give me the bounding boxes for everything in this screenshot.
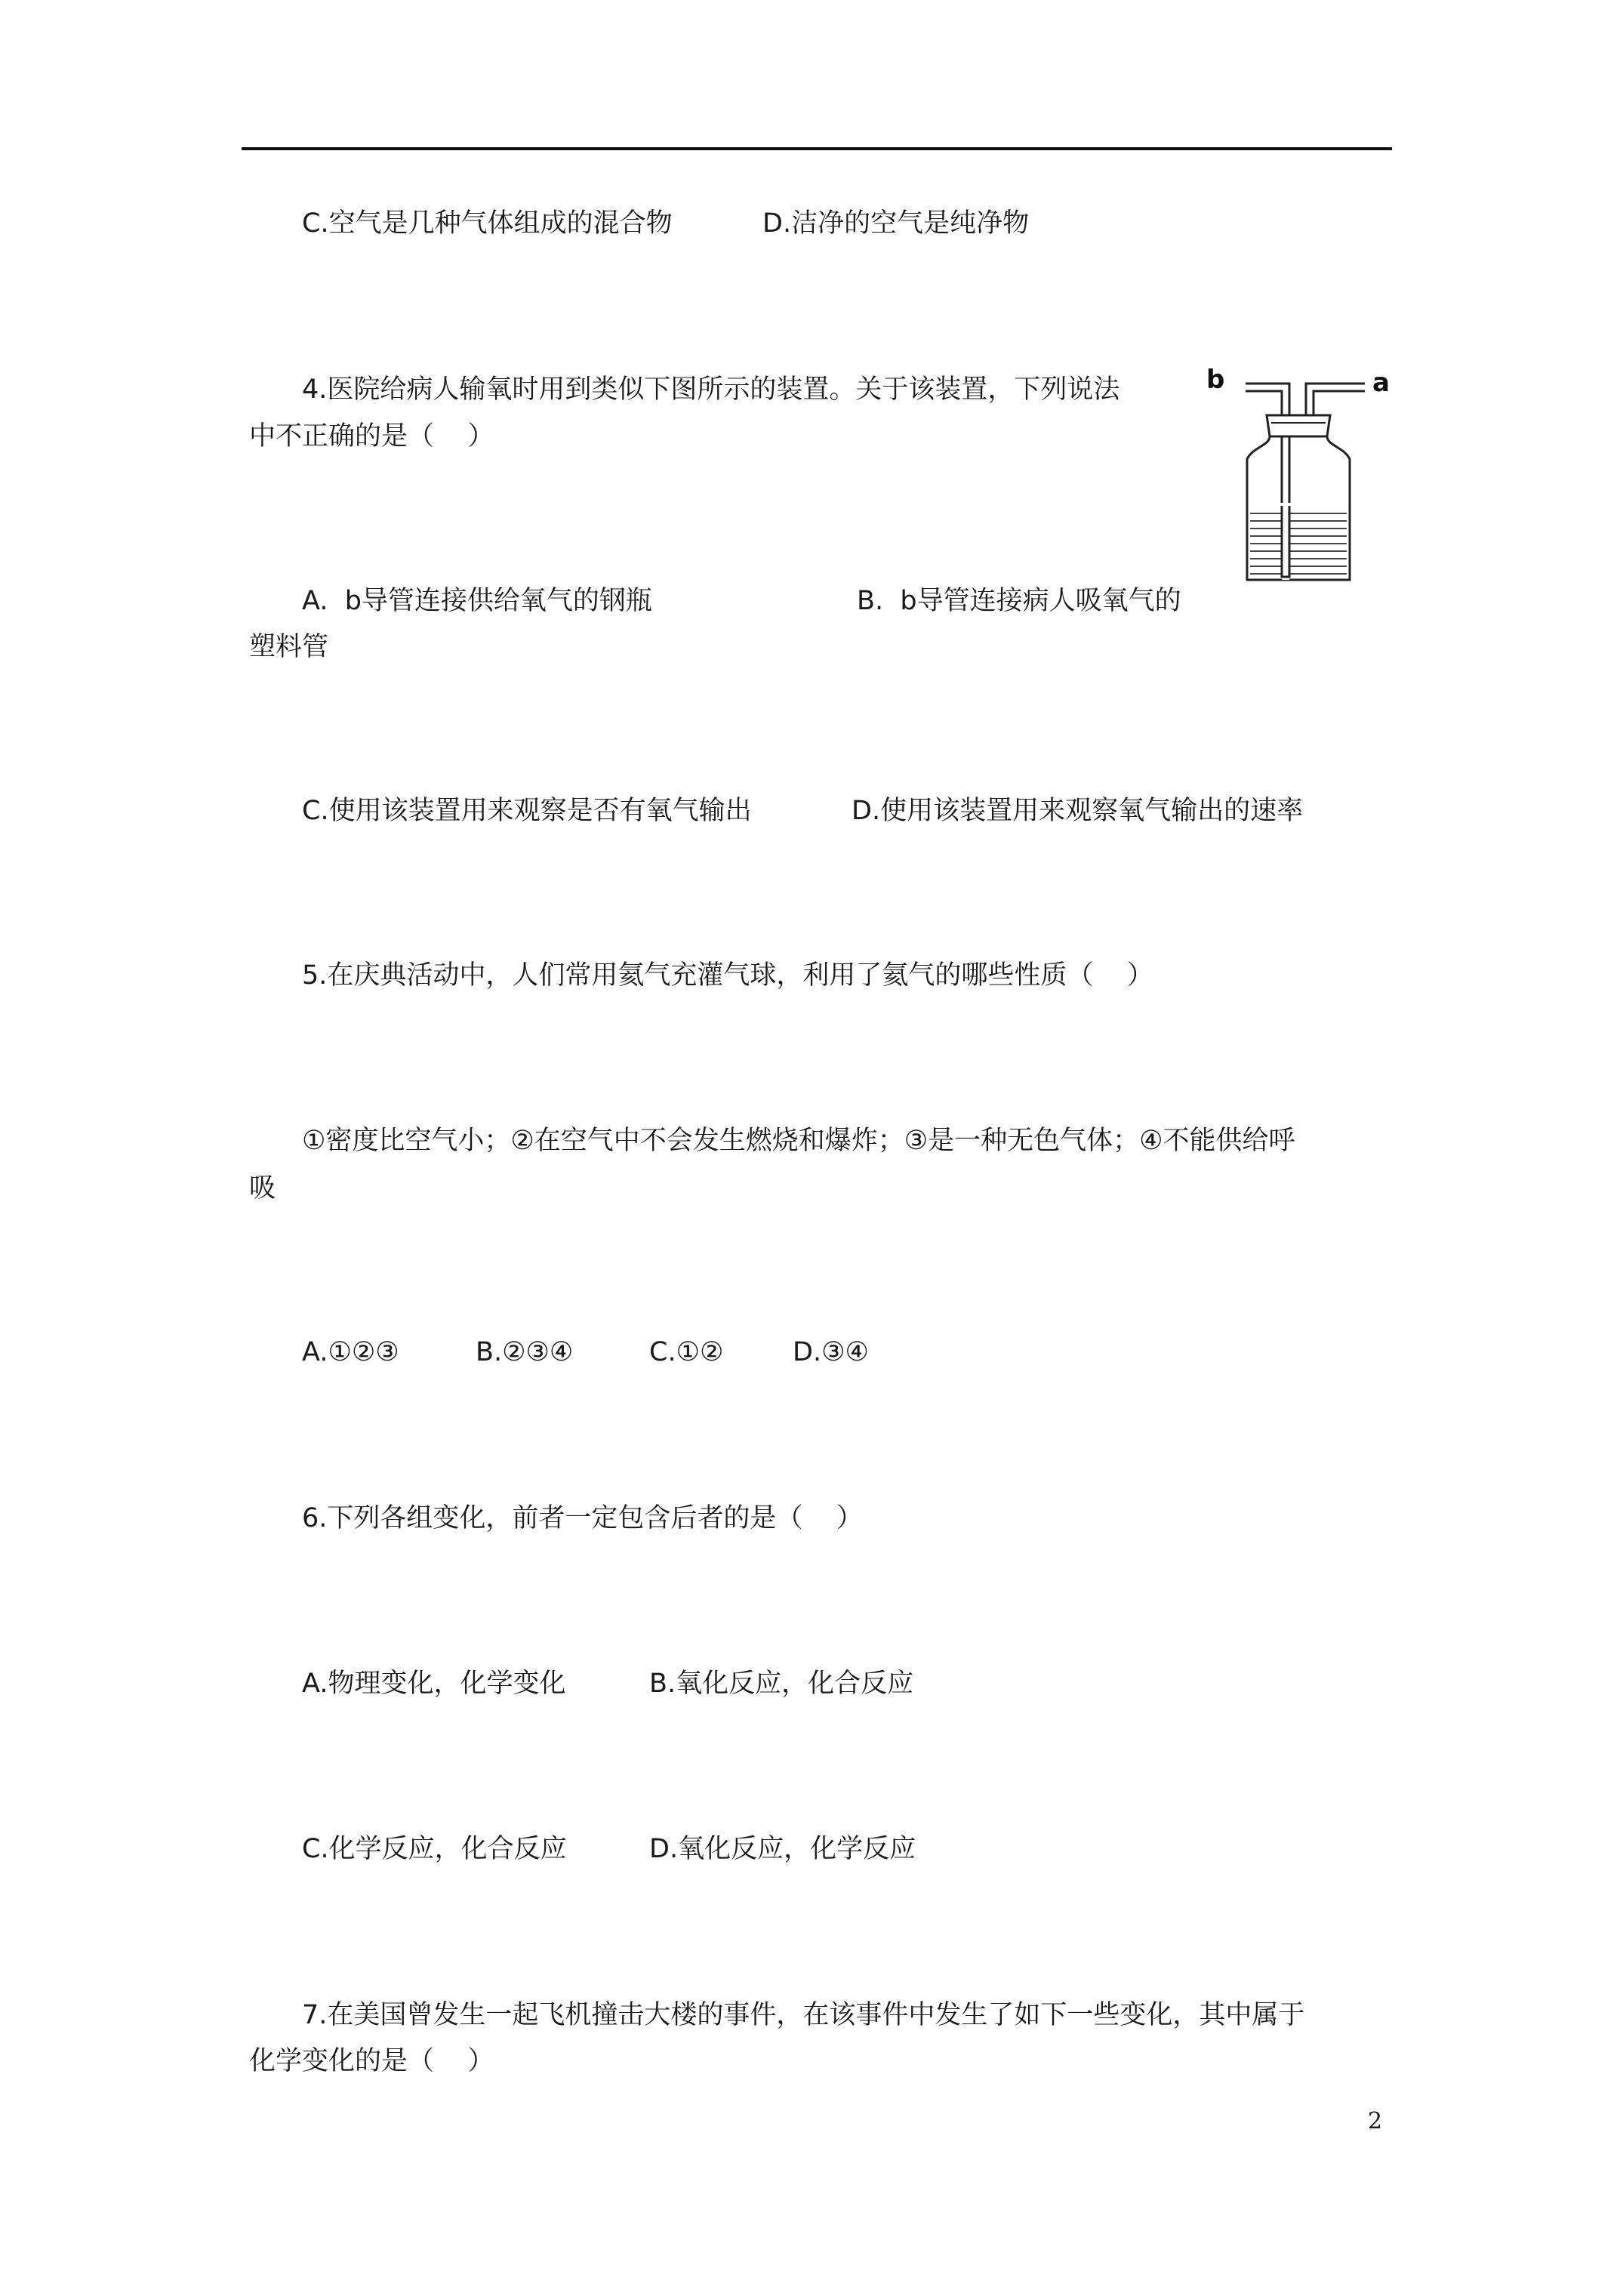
q6-option-a: A.物理变化，化学变化 [302, 1669, 566, 1699]
q6-option-c: C.化学反应，化合反应 [302, 1834, 567, 1864]
q5-option-a: A.①②③ [302, 1337, 399, 1367]
figure-label-b: b [1206, 365, 1225, 395]
q4-stem-line2: 中不正确的是（ ） [249, 421, 494, 451]
q6-option-b: B.氧化反应，化合反应 [649, 1669, 914, 1699]
q5-option-d: D.③④ [793, 1337, 869, 1367]
q5-stem: 5.在庆典活动中，人们常用氦气充灌气球，利用了氦气的哪些性质（ ） [302, 960, 1153, 991]
q7-stem-line1: 7.在美国曾发生一起飞机撞击大楼的事件，在该事件中发生了如下一些变化，其中属于 [302, 2000, 1305, 2030]
q6-option-d: D.氧化反应，化学反应 [649, 1834, 916, 1864]
q4-option-a: A. b导管连接供给氧气的钢瓶 [302, 586, 652, 616]
q5-statements-line2: 吸 [249, 1173, 276, 1203]
q7-stem-line2: 化学变化的是（ ） [249, 2046, 494, 2076]
gas-washing-bottle-diagram [1200, 362, 1404, 589]
q5-option-c: C.①② [649, 1337, 724, 1367]
figure-label-a: a [1372, 368, 1390, 398]
q4-option-c: C.使用该装置用来观察是否有氧气输出 [302, 796, 752, 826]
page-number: 2 [1368, 2108, 1383, 2134]
q5-option-b: B.②③④ [476, 1337, 574, 1367]
q4-option-d: D.使用该装置用来观察氧气输出的速率 [852, 796, 1304, 826]
header-rule [242, 147, 1392, 150]
q4-stem-line1: 4.医院给病人输氧时用到类似下图所示的装置。关于该装置，下列说法 [302, 374, 1120, 405]
q6-stem: 6.下列各组变化，前者一定包含后者的是（ ） [302, 1503, 863, 1533]
q3-option-d: D.洁净的空气是纯净物 [762, 208, 1030, 239]
q4-option-b-line1: B. b导管连接病人吸氧气的 [857, 586, 1181, 616]
q4-option-b-line2: 塑料管 [249, 632, 329, 662]
q3-option-c: C.空气是几种气体组成的混合物 [302, 208, 673, 239]
q5-statements-line1: ①密度比空气小；②在空气中不会发生燃烧和爆炸；③是一种无色气体；④不能供给呼 [302, 1126, 1295, 1156]
